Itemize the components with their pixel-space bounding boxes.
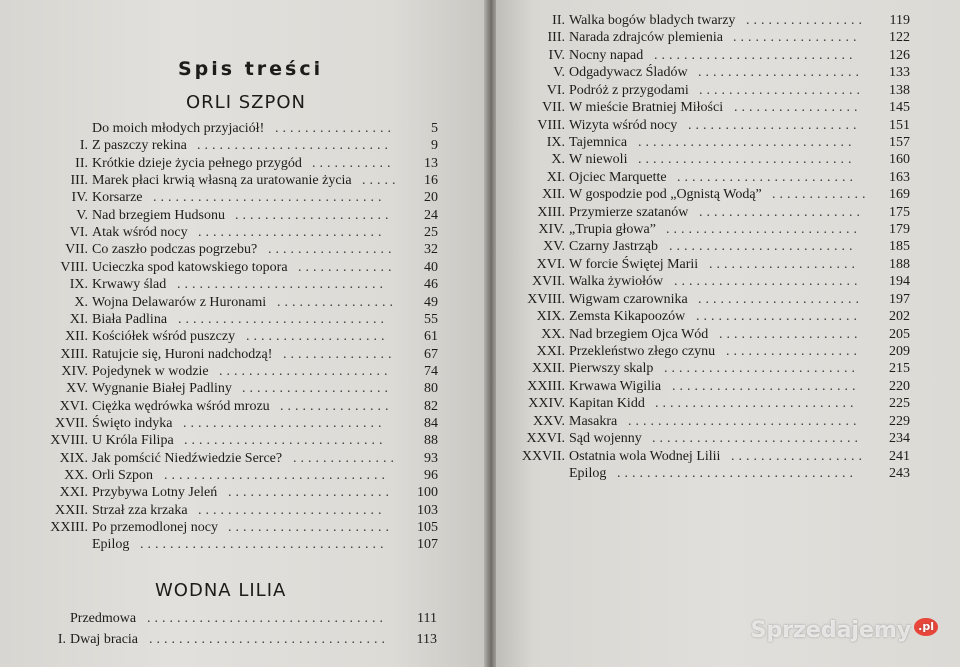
toc-entry <box>527 291 910 310</box>
page-number: 103 <box>417 502 438 518</box>
chapter-number: XX. <box>541 326 565 342</box>
toc-entry <box>546 82 910 101</box>
toc-entry <box>76 207 438 226</box>
chapter-title: Nad brzegiem Hudsonu <box>92 207 225 223</box>
toc-entry <box>79 138 438 156</box>
leader-dots: ............................... <box>628 413 861 429</box>
chapter-title: Jak pomścić Niedźwiedzie Serce? <box>92 450 283 466</box>
leader-dots: ............................ <box>177 277 387 293</box>
toc-entry <box>65 329 438 347</box>
page-number: 225 <box>889 396 910 412</box>
page-number: 241 <box>889 448 910 464</box>
page-number: 185 <box>889 239 910 255</box>
leader-dots: ................. <box>733 30 861 46</box>
page-number: 113 <box>416 632 437 647</box>
chapter-number: XXVII. <box>521 448 565 464</box>
chapter-title: Ratujcie się, Huroni nadchodzą! <box>92 346 273 362</box>
toc-entry <box>546 169 910 188</box>
chapter-title: W niewoli <box>569 152 628 168</box>
page-number: 49 <box>424 294 438 310</box>
chapter-number: V. <box>76 207 88 223</box>
chapter-title: Dwaj bracia <box>70 632 139 647</box>
toc-entry <box>547 30 910 48</box>
chapter-number: XXIII. <box>50 520 88 536</box>
leader-dots: ..... <box>362 173 400 189</box>
leader-dots: ......................... <box>674 274 862 290</box>
page-number: 32 <box>424 242 438 258</box>
leader-dots: ...................... <box>698 291 863 307</box>
page-number: 80 <box>424 381 438 397</box>
leader-dots: ................. <box>734 100 862 116</box>
chapter-title: Wojna Delawarów z Huronami <box>92 294 267 310</box>
chapter-title: Narada zdrajców plemienia <box>569 30 723 46</box>
chapter-title: Atak wśród nocy <box>92 225 188 241</box>
page-number: 20 <box>424 190 438 206</box>
chapter-number: XVI. <box>536 256 565 272</box>
page-number: 16 <box>424 173 438 189</box>
page-number: 25 <box>424 225 438 241</box>
page-number: 133 <box>889 65 910 81</box>
toc-entry <box>59 398 438 417</box>
chapter-title: Pojedynek w wodzie <box>92 363 209 379</box>
page-number: 82 <box>424 398 438 414</box>
chapter-number: XI. <box>69 311 88 327</box>
toc-entry <box>569 466 910 484</box>
part-heading-wodna-lilia: WODNA LILIA <box>155 580 287 601</box>
leader-dots: ........................... <box>183 415 386 431</box>
chapter-number: VIII. <box>60 259 88 275</box>
chapter-title: Ucieczka spod katowskiego topora <box>92 259 288 275</box>
page-number: 105 <box>417 520 438 536</box>
leader-dots: ...................... <box>228 485 393 501</box>
toc-entry <box>541 326 910 345</box>
leader-dots: ................................. <box>140 537 388 553</box>
leader-dots: ............. <box>772 187 870 203</box>
chapter-title: Nad brzegiem Ojca Wód <box>569 326 709 342</box>
leader-dots: ............................. <box>638 152 856 168</box>
chapter-number: XIII. <box>537 204 565 220</box>
page-number: 88 <box>424 433 438 449</box>
chapter-title: Święto indyka <box>92 415 173 431</box>
toc-entry <box>75 155 438 174</box>
page-number: 243 <box>889 465 910 481</box>
chapter-title: Epilog <box>92 537 130 553</box>
chapter-title: Wizyta wśród nocy <box>569 117 678 133</box>
leader-dots: .................... <box>709 256 859 272</box>
chapter-number: XXI. <box>536 343 565 359</box>
page-number: 179 <box>889 222 910 238</box>
leader-dots: ........... <box>312 155 395 171</box>
chapter-number: XXI. <box>59 485 88 501</box>
toc-entry <box>65 242 438 260</box>
page-number: 229 <box>889 413 910 429</box>
toc-entry <box>553 65 910 83</box>
chapter-number: IV. <box>548 47 565 63</box>
toc-entry <box>50 433 438 451</box>
toc-entry <box>543 239 910 257</box>
leader-dots: ............... <box>280 398 393 414</box>
page-number: 13 <box>424 155 438 171</box>
leader-dots: ........................ <box>677 169 857 185</box>
chapter-title: Wigwam czarownika <box>569 291 688 307</box>
page-number: 67 <box>424 346 438 362</box>
leader-dots: ......................... <box>672 378 860 394</box>
leader-dots: ........................... <box>184 433 387 449</box>
chapter-number: IX. <box>546 134 565 150</box>
toc-entry <box>54 502 438 521</box>
chapter-number: V. <box>553 65 565 81</box>
leader-dots: ......................... <box>669 239 857 255</box>
chapter-number: VII. <box>65 242 88 258</box>
chapter-title: Czarny Jastrząb <box>569 239 659 255</box>
chapter-title: Walka bogów bladych twarzy <box>569 13 736 28</box>
chapter-number: I. <box>79 138 88 154</box>
toc-entry <box>70 611 437 629</box>
chapter-title: Walka żywiołów <box>569 274 664 290</box>
toc-entry <box>537 117 910 136</box>
chapter-number: XXIV. <box>528 396 565 412</box>
toc-entry <box>74 294 438 313</box>
leader-dots: ............................ <box>652 431 862 447</box>
leader-dots: .......................... <box>197 138 392 154</box>
chapter-title: Kapitan Kidd <box>569 396 645 412</box>
chapter-number: III. <box>547 30 565 46</box>
chapter-number: XXVI. <box>526 431 565 447</box>
toc-entry <box>64 468 438 486</box>
page-title: Spis treści <box>178 58 324 80</box>
chapter-number: XIV. <box>61 363 88 379</box>
chapter-number: XI. <box>546 169 565 185</box>
leader-dots: ....................... <box>688 117 861 133</box>
chapter-number: II. <box>75 155 88 171</box>
chapter-title: Epilog <box>569 465 607 481</box>
page-number: 84 <box>424 415 438 431</box>
chapter-number: XVI. <box>59 398 88 414</box>
leader-dots: .......................... <box>666 222 861 238</box>
chapter-number: VI. <box>546 82 565 98</box>
chapter-number: XIX. <box>536 309 565 325</box>
chapter-title: Zemsta Kikapoozów <box>569 309 686 325</box>
page-number: 138 <box>889 82 910 98</box>
chapter-number: X. <box>74 294 88 310</box>
chapter-title: Po przemodlonej nocy <box>92 520 218 536</box>
chapter-number: XII. <box>65 329 88 345</box>
page-number: 107 <box>417 537 438 553</box>
toc-entry <box>92 121 438 139</box>
chapter-number: I. <box>57 632 66 647</box>
chapter-title: Krótkie dzieje życia pełnego przygód <box>92 155 302 171</box>
leader-dots: ..................... <box>235 207 393 223</box>
chapter-number: XXII. <box>531 361 565 377</box>
chapter-title: Wygnanie Białej Padliny <box>92 381 232 397</box>
page-number: 74 <box>424 363 438 379</box>
chapter-title: W mieście Bratniej Miłości <box>569 100 724 116</box>
toc-entry <box>552 13 910 31</box>
chapter-title: „Trupia głowa” <box>569 222 656 238</box>
chapter-number: II. <box>552 13 565 28</box>
page-number: 5 <box>431 121 438 136</box>
chapter-title: Przybywa Lotny Jeleń <box>92 485 218 501</box>
toc-entry <box>526 431 910 449</box>
leader-dots: ........................... <box>654 47 857 63</box>
chapter-number: VII. <box>542 100 565 116</box>
page-number: 220 <box>889 378 910 394</box>
chapter-number: XVII. <box>531 274 565 290</box>
page-number: 55 <box>424 311 438 327</box>
toc-entry <box>59 485 438 503</box>
chapter-number: XX. <box>64 468 88 483</box>
toc-entry <box>548 47 910 66</box>
page-number: 93 <box>424 450 438 466</box>
leader-dots: ......................... <box>198 225 386 241</box>
leader-dots: ................ <box>275 121 395 136</box>
chapter-title: Korsarze <box>92 190 143 206</box>
leader-dots: ....................... <box>219 363 392 379</box>
page-number: 163 <box>889 169 910 185</box>
chapter-title: Ojciec Marquette <box>569 169 667 185</box>
watermark-text: Sprzedajemy <box>750 618 912 643</box>
chapter-title: Co zaszło podczas pogrzebu? <box>92 242 258 258</box>
chapter-title: Ciężka wędrówka wśród mrozu <box>92 398 270 414</box>
leader-dots: ...................... <box>228 520 393 536</box>
chapter-title: Biała Padlina <box>92 311 168 327</box>
chapter-title: Podróż z przygodami <box>569 82 689 98</box>
leader-dots: .......................... <box>664 361 859 377</box>
chapter-title: Do moich młodych przyjaciół! <box>92 121 265 136</box>
chapter-number: VIII. <box>537 117 565 133</box>
chapter-title: Orli Szpon <box>92 468 154 483</box>
chapter-title: W forcie Świętej Marii <box>569 256 699 272</box>
chapter-number: IV. <box>71 190 88 206</box>
toc-entry <box>69 277 438 295</box>
toc-entry <box>538 222 910 240</box>
watermark-logo <box>751 618 938 643</box>
toc-entry <box>61 363 438 382</box>
toc-entry <box>531 274 910 292</box>
toc-entry <box>536 256 910 275</box>
chapter-title: Krwawa Wigilia <box>569 378 662 394</box>
chapter-number: XIX. <box>59 450 88 466</box>
page-number: 96 <box>424 468 438 483</box>
leader-dots: ............................ <box>178 311 388 327</box>
page-number: 111 <box>417 611 437 626</box>
chapter-title: Krwawy ślad <box>92 277 167 293</box>
page-number: 160 <box>889 152 910 168</box>
page-number: 202 <box>889 309 910 325</box>
toc-entry <box>50 520 438 538</box>
page-number: 157 <box>889 134 910 150</box>
chapter-title: Pierwszy skalp <box>569 361 654 377</box>
part-heading-orli-szpon: ORLI SZPON <box>186 92 306 113</box>
page-number: 234 <box>889 431 910 447</box>
page-number: 151 <box>889 117 910 133</box>
toc-entry <box>551 152 910 170</box>
toc-entry <box>531 361 910 379</box>
chapter-number: XIV. <box>538 222 565 238</box>
toc-entry <box>69 311 438 330</box>
chapter-number: XXII. <box>54 502 88 518</box>
leader-dots: ................... <box>246 329 389 345</box>
toc-entry <box>70 173 438 191</box>
leader-dots: .............. <box>293 450 398 466</box>
chapter-number: XV. <box>543 239 565 255</box>
chapter-number: III. <box>70 173 88 189</box>
toc-entry <box>542 100 910 118</box>
page-number: 209 <box>889 343 910 359</box>
chapter-number: XIII. <box>60 346 88 362</box>
chapter-title: Kościółek wśród puszczy <box>92 329 236 345</box>
leader-dots: ............................. <box>638 134 856 150</box>
chapter-title: Nocny napad <box>569 47 644 63</box>
toc-entry <box>546 134 910 153</box>
leader-dots: .................... <box>242 381 392 397</box>
toc-entry <box>528 396 910 414</box>
page-number: 145 <box>889 100 910 116</box>
leader-dots: ................. <box>268 242 396 258</box>
leader-dots: ................... <box>719 326 862 342</box>
chapter-title: Tajemnica <box>569 134 628 150</box>
toc-entry <box>69 225 438 243</box>
chapter-title: Strzał zza krzaka <box>92 502 188 518</box>
chapter-number: VI. <box>69 225 88 241</box>
leader-dots: .................. <box>731 448 866 464</box>
page-number: 24 <box>424 207 438 223</box>
leader-dots: ................................ <box>147 611 387 626</box>
chapter-title: Przedmowa <box>70 611 137 626</box>
page-number: 215 <box>889 361 910 377</box>
page-number: 205 <box>889 326 910 342</box>
leader-dots: ...................... <box>698 65 863 81</box>
toc-entry <box>59 450 438 469</box>
toc-entry <box>66 381 438 399</box>
chapter-number: X. <box>551 152 565 168</box>
page-number: 40 <box>424 259 438 275</box>
toc-entry <box>60 259 438 278</box>
right-page <box>496 0 960 667</box>
chapter-title: Przekleństwo złego czynu <box>569 343 716 359</box>
leader-dots: ................................ <box>617 465 857 481</box>
page-number: 119 <box>889 13 910 28</box>
toc-entry <box>60 346 438 365</box>
toc-entry <box>57 632 437 650</box>
toc-entry <box>536 343 910 362</box>
leader-dots: ............................... <box>153 190 386 206</box>
leader-dots: ........................... <box>655 396 858 412</box>
chapter-number: IX. <box>69 277 88 293</box>
leader-dots: ............. <box>298 259 396 275</box>
chapter-title: Przymierze szatanów <box>569 204 689 220</box>
page-number: 100 <box>417 485 438 501</box>
toc-entry <box>92 537 438 555</box>
toc-entry <box>54 415 438 434</box>
chapter-title: Odgadywacz Śladów <box>569 65 688 81</box>
chapter-title: Sąd wojenny <box>569 431 642 447</box>
toc-entry <box>521 448 910 467</box>
chapter-title: Marek płaci krwią własną za uratowanie życia <box>92 173 352 189</box>
chapter-number: XXIII. <box>527 378 565 394</box>
page-number: 126 <box>889 47 910 63</box>
page-number: 197 <box>889 291 910 307</box>
chapter-title: W gospodzie pod „Ognistą Wodą” <box>569 187 762 203</box>
leader-dots: ...................... <box>699 204 864 220</box>
leader-dots: ................ <box>746 13 866 28</box>
leader-dots: ................................ <box>149 632 389 647</box>
page-number: 175 <box>889 204 910 220</box>
watermark-badge: .pl <box>914 618 938 636</box>
chapter-number: XVII. <box>54 415 88 431</box>
leader-dots: .............................. <box>164 468 389 483</box>
chapter-title: Z paszczy rekina <box>92 138 187 154</box>
chapter-number: XVIII. <box>50 433 88 449</box>
chapter-number: XVIII. <box>527 291 565 307</box>
page-number: 9 <box>431 138 438 154</box>
leader-dots: ......................... <box>198 502 386 518</box>
chapter-number: XV. <box>66 381 88 397</box>
toc-entry <box>71 190 438 208</box>
chapter-title: U Króla Filipa <box>92 433 174 449</box>
leader-dots: ................ <box>277 294 397 310</box>
toc-entry <box>536 309 910 327</box>
leader-dots: .................. <box>726 343 861 359</box>
page-number: 194 <box>889 274 910 290</box>
page-number: 169 <box>889 187 910 203</box>
page-number: 188 <box>889 256 910 272</box>
leader-dots: ...................... <box>699 82 864 98</box>
chapter-title: Ostatnia wola Wodnej Lilii <box>569 448 721 464</box>
toc-entry <box>537 204 910 223</box>
chapter-number: XII. <box>542 187 565 203</box>
chapter-title: Masakra <box>569 413 618 429</box>
leader-dots: ...................... <box>696 309 861 325</box>
toc-entry <box>532 413 910 432</box>
page-number: 122 <box>889 30 910 46</box>
leader-dots: ............... <box>283 346 396 362</box>
toc-entry <box>527 378 910 397</box>
toc-entry <box>542 187 910 205</box>
chapter-number: XXV. <box>532 413 565 429</box>
page-number: 61 <box>424 329 438 345</box>
page-number: 46 <box>424 277 438 293</box>
